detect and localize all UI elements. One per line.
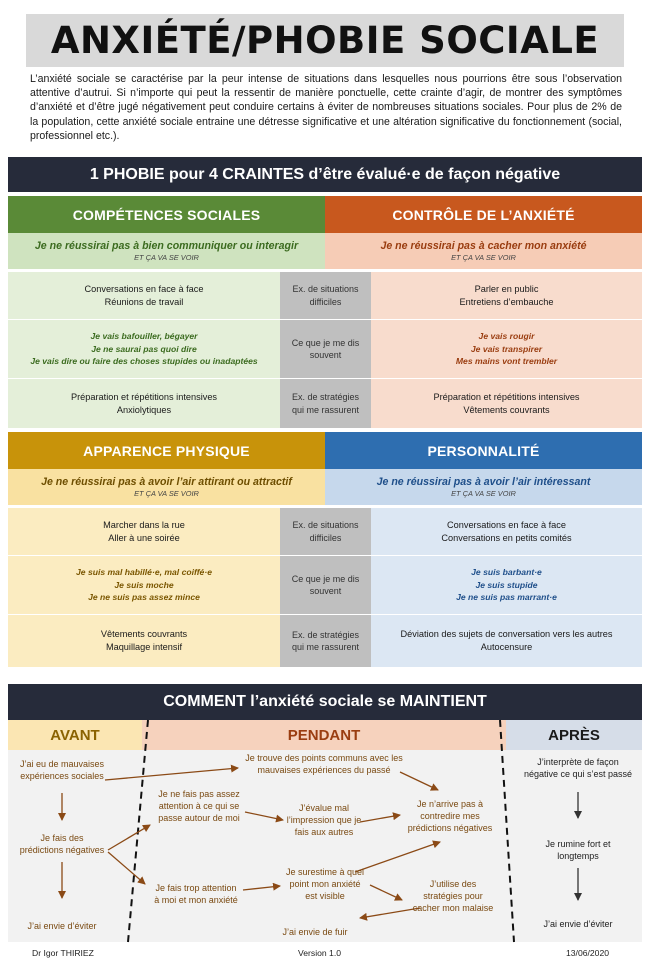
row-label-line: Ce que je me dis (291, 337, 360, 348)
flow-apres-avoid (530, 918, 626, 930)
row-label-line: Ex. de stratégies (291, 629, 360, 640)
flow-pendant-common-points (236, 752, 412, 776)
belief-text: Je ne réussirai pas à cacher mon anxiété (380, 240, 587, 252)
row-label-line: souvent (309, 350, 342, 360)
belief-subtext: ET ÇA VA SE VOIR (451, 253, 516, 262)
flow-line: négative ce qui s’est passé (523, 769, 633, 780)
flow-line: fais aux autres (294, 827, 354, 838)
flow-line: J’ai envie d’éviter (27, 921, 97, 931)
arrow-group (62, 768, 440, 918)
flow-line: Je surestime à quel (285, 867, 365, 877)
arrow (360, 815, 400, 822)
cell-line: Je suis moche (114, 579, 174, 590)
category-title-controle: CONTRÔLE DE L’ANXIÉTÉ (392, 206, 575, 223)
row-label-line: qui me rassurent (291, 642, 359, 652)
cell-line: Conversations en face à face (84, 283, 204, 294)
cell-line: Je ne suis pas assez mince (88, 592, 200, 603)
intro-paragraph: L’anxiété sociale se caractérise par la peur intense de situations dans lesquelles nous pourrions être sous l’observation attentive d’autrui. Si n’importe qui peut la ressentir de manière ponctuelle, cette crainte d’agir, de montrer des symptômes d’anxiété et d’être jugé négativement peut conduire certains à éviter de nombreuses situations sociales. Pour plus de 2% de la population, cette anxiété sociale entraine une détresse significative et une altération significative du fonctionnement (social, professionnel etc.). (30, 73, 622, 142)
row-label-line: Ce que je me dis (291, 573, 360, 584)
cell-line: Maquillage intensif (105, 642, 183, 652)
cell-line: Je vais dire ou faire des choses stupides ou inadaptées (30, 356, 258, 367)
flow-line: est visible (305, 891, 345, 902)
flow-avant-avoid (14, 920, 110, 932)
flow-line: Je fais trop attention (155, 883, 237, 893)
cell-line: Mes mains vont trembler (455, 356, 558, 367)
flow-line: expériences sociales (20, 771, 104, 782)
flow-line: Je fais des (40, 833, 84, 843)
flow-line: à moi et mon anxiété (154, 895, 238, 906)
arrow (108, 852, 145, 884)
row-label-line: qui me rassurent (291, 404, 359, 415)
flow-pendant-overestimate (278, 866, 372, 903)
flow-line: point mon anxiété (289, 879, 361, 890)
row-label-line: Ex. de situations (292, 284, 359, 294)
flow-line: J’ai envie de fuir (282, 927, 348, 937)
phase-label: APRÈS (548, 726, 600, 744)
cell-line: Préparation et répétitions intensives (433, 391, 580, 402)
flow-apres-interpret (516, 756, 640, 780)
section2-title: COMMENT l’anxiété sociale se MAINTIENT (163, 693, 487, 710)
cell-line: Déviation des sujets de conversation vers les autres (400, 629, 613, 640)
flow-line: Je ne fais pas assez (158, 789, 240, 799)
flow-line: Je trouve des points communs avec les (245, 753, 403, 763)
flow-line: stratégies pour (423, 891, 483, 902)
row-label-line: Ex. de stratégies (291, 392, 360, 402)
category-title-apparence: APPARENCE PHYSIQUE (83, 442, 250, 459)
flow-line: l’impression que je (286, 815, 362, 826)
cell-line: Conversations en face à face (447, 519, 566, 530)
cell-line: Conversations en petits comités (441, 532, 572, 543)
cell-line: Anxiolytiques (116, 404, 172, 415)
cell-line: Je vais transpirer (470, 343, 543, 354)
row-label-line: difficiles (309, 296, 342, 307)
footer-date: 13/06/2020 (566, 948, 610, 958)
flow-line: J’ai eu de mauvaises (19, 759, 105, 769)
flow-line: mauvaises expériences du passé (257, 765, 391, 776)
cell-line: Autocensure (480, 642, 533, 652)
flow-line: passe autour de moi (158, 813, 240, 824)
flow-pendant-contradict (400, 798, 500, 835)
flow-pendant-strategies (404, 878, 502, 915)
flow-line: J’interprète de façon (537, 757, 619, 767)
flow-pendant-self-focus (144, 882, 248, 906)
cell-line: Parler en public (474, 283, 539, 294)
flow-line: attention à ce qui se (158, 801, 240, 812)
flow-line: J’ai envie d’éviter (543, 919, 613, 929)
arrow (243, 886, 280, 890)
flow-line: Je rumine fort et (545, 839, 611, 849)
belief-subtext: ET ÇA VA SE VOIR (451, 489, 516, 498)
flow-pendant-attention (150, 788, 248, 825)
belief-text: Je ne réussirai pas à bien communiquer ou interagir (34, 240, 299, 252)
flow-pendant-flee (270, 926, 360, 938)
cell-line: Vêtements couvrants (463, 404, 550, 415)
arrow (245, 812, 283, 820)
cell-line: Je suis barbant·e (471, 567, 542, 578)
flow-line: J’évalue mal (298, 803, 350, 813)
flow-line: Je n’arrive pas à (416, 799, 484, 809)
phase-label: AVANT (50, 726, 100, 744)
divider-pendant-apres (500, 720, 514, 942)
flow-line: prédictions négatives (407, 823, 493, 834)
flow-line: cacher mon malaise (412, 903, 494, 914)
section1-title: 1 PHOBIE pour 4 CRAINTES d’être évalué·e de façon négative (89, 165, 561, 183)
flow-apres-ruminate (530, 838, 626, 862)
cell-line: Je suis mal habillé·e, mal coiffé·e (76, 567, 212, 578)
cell-line: Je vais rougir (478, 331, 535, 342)
cell-line: Vêtements couvrants (100, 629, 188, 640)
belief-text: Je ne réussirai pas à avoir l’air attirant ou attractif (41, 476, 292, 488)
footer-author: Dr Igor THIRIEZ (32, 948, 94, 958)
row-label-line: souvent (309, 586, 342, 596)
arrow (370, 885, 402, 900)
arrow (105, 768, 238, 780)
cell-line: Je ne saurai pas quoi dire (91, 343, 197, 354)
flow-line: prédictions négatives (19, 845, 105, 856)
footer-version: Version 1.0 (298, 948, 341, 958)
cell-line: Entretiens d’embauche (459, 296, 554, 307)
flow-avant-predictions (10, 832, 114, 856)
page-title: ANXIÉTÉ/PHOBIE SOCIALE (50, 19, 600, 62)
flow-line: contredire mes (420, 811, 480, 822)
flow-pendant-evaluate (282, 802, 366, 839)
row-label-line: difficiles (309, 532, 342, 543)
row-label-line: Ex. de situations (292, 520, 359, 530)
cell-line: Marcher dans la rue (103, 519, 185, 530)
cell-line: Je vais bafouiller, bégayer (90, 331, 198, 342)
cell-line: Réunions de travail (104, 296, 184, 307)
flow-line: J’utilise des (429, 879, 477, 889)
category-title-competences: COMPÉTENCES SOCIALES (72, 206, 261, 223)
category-title-personnalite: PERSONNALITÉ (427, 442, 540, 459)
belief-text: Je ne réussirai pas à avoir l’air intéressant (376, 476, 591, 488)
cell-line: Je suis stupide (475, 579, 538, 590)
phase-label: PENDANT (287, 726, 361, 744)
divider-avant-pendant (128, 720, 148, 942)
flow-line: longtemps (557, 851, 599, 862)
belief-subtext: ET ÇA VA SE VOIR (134, 253, 199, 262)
cell-line: Préparation et répétitions intensives (70, 391, 218, 402)
belief-subtext: ET ÇA VA SE VOIR (134, 489, 199, 498)
flow-avant-bad-experiences (14, 758, 110, 782)
arrow (108, 825, 150, 850)
cell-line: Je ne suis pas marrant·e (456, 592, 557, 603)
cell-line: Aller à une soirée (108, 532, 180, 543)
